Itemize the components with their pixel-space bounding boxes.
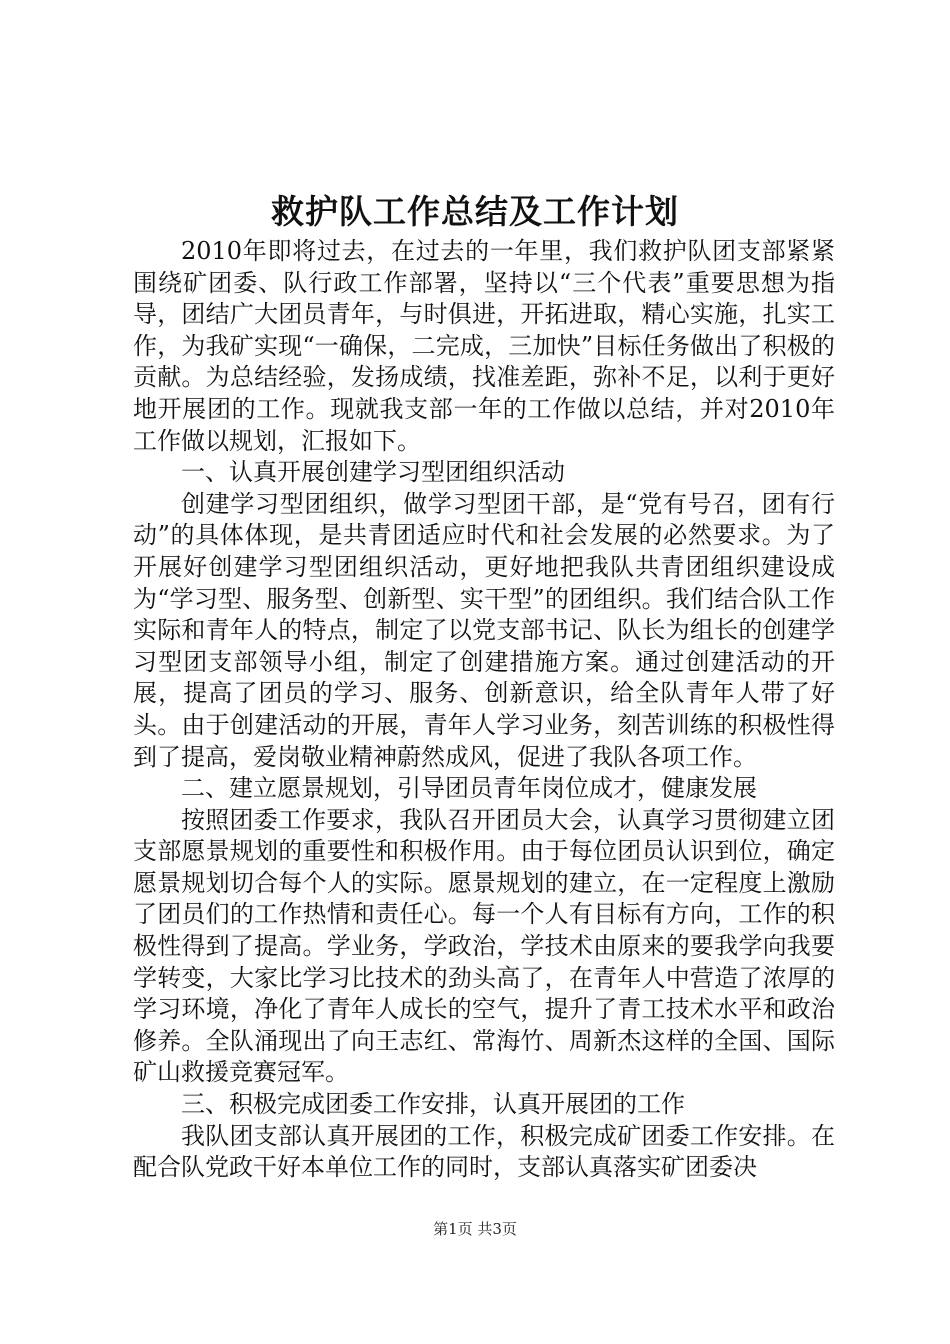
- section-1-paragraph: 创建学习型团组织，做学习型团干部，是“党有号召，团有行动”的具体体现，是共青团适应时代和社会发展的必然要求。为了开展好创建学习型团组织活动，更好地把我队共青团组织建设成为“学习型、服务型、创新型、实干型”的团组织。我们结合队工作实际和青年人的特点，制定了以党支部书记、队长为组长的创建学习型团支部领导小组，制定了创建措施方案。通过创建活动的开展，提高了团员的学习、服务、创新意识，给全队青年人带了好头。由于创建活动的开展，青年人学习业务，刻苦训练的积极性得到了提高，爱岗敬业精神蔚然成风，促进了我队各项工作。: [133, 489, 835, 771]
- section-3-paragraph: 我队团支部认真开展团的工作，积极完成矿团委工作安排。在配合队党政干好本单位工作的同时，支部认真落实矿团委决: [133, 1121, 835, 1182]
- document-title: 救护队工作总结及工作计划: [271, 192, 679, 231]
- document-body: [133, 236, 835, 1184]
- section-heading-2: 二、建立愿景规划，引导团员青年岗位成才，健康发展: [181, 774, 757, 803]
- intro-paragraph: 2010年即将过去，在过去的一年里，我们救护队团支部紧紧围绕矿团委、队行政工作部署，坚持以“三个代表”重要思想为指导，团结广大团员青年，与时俱进，开拓进取，精心实施，扎实工作，为我矿实现“一确保，二完成，三加快”目标任务做出了积极的贡献。为总结经验，发扬成绩，找准差距，弥补不足，以利于更好地开展团的工作。现就我支部一年的工作做以总结，并对2010年工作做以规划，汇报如下。: [133, 237, 835, 455]
- page-footer: 第1页 共3页: [433, 1220, 517, 1238]
- section-heading-1: 一、认真开展创建学习型团组织活动: [181, 458, 565, 487]
- section-heading-3: 三、积极完成团委工作安排，认真开展团的工作: [181, 1090, 685, 1119]
- section-2-paragraph: 按照团委工作要求，我队召开团员大会，认真学习贯彻建立团支部愿景规划的重要性和积极作用。由于每位团员认识到位，确定愿景规划切合每个人的实际。愿景规划的建立，在一定程度上激励了团员们的工作热情和责任心。每一个人有目标有方向，工作的积极性得到了提高。学业务，学政治，学技术由原来的要我学向我要学转变，大家比学习比技术的劲头高了，在青年人中营造了浓厚的学习环境，净化了青年人成长的空气，提升了青工技术水平和政治修养。全队涌现出了向王志红、常海竹、周新杰这样的全国、国际矿山救援竞赛冠军。: [133, 805, 835, 1087]
